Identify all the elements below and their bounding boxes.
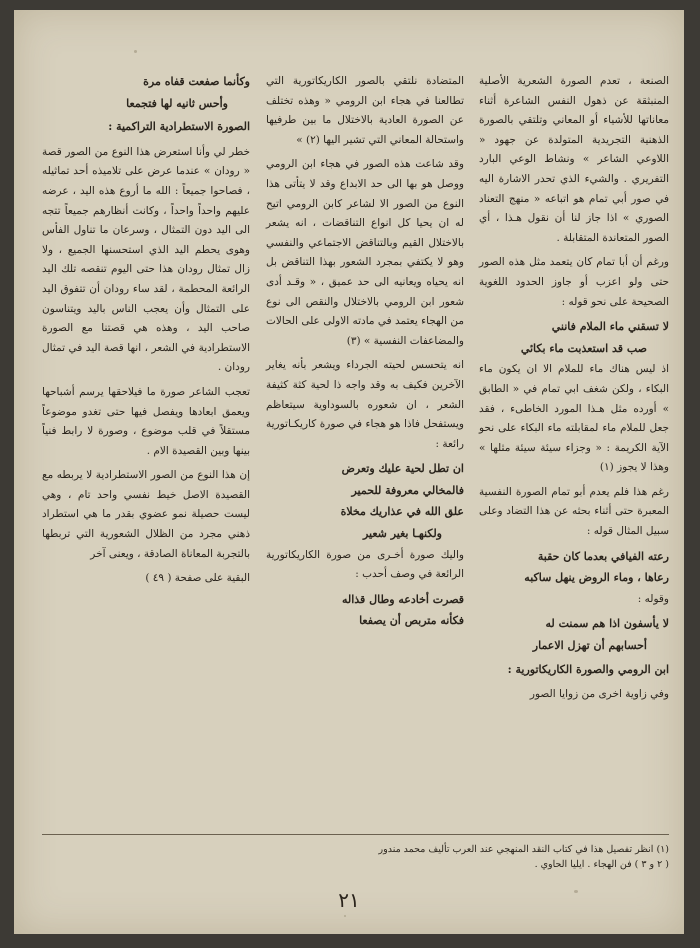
verse-line: وأحس ثانيه لها فتجمعا — [126, 96, 228, 110]
paragraph: وقد شاعت هذه الصور في هجاء ابن الرومي ووصل هو بها الى حد الابداع وقد لا يتأتى هذا النوع من الصور الا لشاعر كابن الرومي اتيح له ان يحيا كل انواع التناقضات ، انه يشعر بالاختلال القيم وبالتناقض الاجتماعي والنفسي وهو لا يكتفي بمجرد الشعور بهذا التناقض بل انه يحياه ويعانيه الى حد عميق ، « وقـد أدى شعور ابن الرومي بالاختلال والنقص الى نوع من الهجاء يعتمد في مادته الاولى على الحالات والمضاعفات النفسية » (٣) — [266, 158, 464, 347]
paragraph: خطر لي وأنا استعرض هذا النوع من الصور قصة « رودان » عندما عرض على تلاميذه أحد تماثيله ، فصاحوا جميعاً : الله ما أروع هذه اليد ، عرضه عليهم واحداً واحداً ، وكانت أنظارهم جميعاً تتجه الى اليد دون التمثال ، وسرعان ما تناول الفأس وهوى يحطم اليد الذي استحسنها الجميع ، ولا زال تمثال رودان هذا حتى اليوم تنقصه تلك اليد الرائعة المحطمة ، لقد ساء رودان أن تتفوق اليد على التمثال وأن يعجب الناس باليد ويتناسون صاحب اليد ، وهذه هي قصتنا مع الصورة الاستطرادية في الشعر ، انها قصة اليد في تمثال رودان . — [42, 145, 250, 374]
page-number: ٢١ — [338, 888, 360, 912]
left-column — [42, 72, 250, 594]
verse-line: وكأنما صفعت قفاه مرة — [143, 75, 250, 88]
right-column — [479, 72, 669, 710]
paragraph: إن هذا النوع من الصور الاستطرادية لا يربطه مع القصيدة الاصل خيط نفسي واحد تام ، وهي ليست حصيلة نمو عضوي بقدر ما هي استطراد ذهني مجرد من الظلال الشعورية التي تربطها بالتجربة المعاناة الصادقة ، ويعنى آخر — [42, 469, 250, 560]
verse-line: ولكنهـا بغير شعير — [362, 527, 442, 541]
paper-speck — [134, 50, 137, 53]
continued-note: البقية على صفحة ( ٤٩ ) — [145, 572, 250, 585]
paragraph: المتضادة نلتقي بالصور الكاريكاتورية التي تطالعنا في هجاء ابن الرومي « وهذه تختلف عن الصورة العادية بالاختلال ما بين طرفيها واستحالة المعاني التي تشير اليها (٢) » — [266, 75, 464, 146]
paragraph: وقوله : — [637, 592, 669, 605]
footnote-divider — [42, 834, 669, 835]
section-heading: ابن الرومي والصورة الكاريكاتورية : — [507, 662, 669, 676]
verse-line: رعاها ، وماء الروض ينهل ساكبه — [524, 571, 669, 585]
section-heading: الصورة الاستطرادية التراكمية : — [108, 120, 250, 134]
footnote: (١) انظر تفصيل هذا في كتاب النقد المنهجي عند العرب تأليف محمد مندور — [378, 844, 669, 855]
paragraph: الصنعة ، تعدم الصورة الشعرية الأصلية المنبثقة عن ذهول النفس الشاعرة أثناء معاناتها للأشياء أو المعاني وتلتقي بالصورة الذهنية التجريدية المتولدة عن جهود « اللاوعي الشاعر » ونشاط الوعي البارد التفريري . والشيء الذي تحدر الاشارة اليه في صور أبي تمام هو اتباعه « منهج التعناد الصوري » اذا جاز لنا أن نقول هـذا ، أي الصور المتعاندة المتقابلة . — [479, 75, 669, 244]
verse-line: رعته الفيافي بعدما كان حقبة — [537, 549, 669, 563]
footnote: ( ٢ و ٣ ) فن الهجاء . ايليا الحاوي . — [534, 859, 669, 870]
verse-line: لا تسقني ماء الملام فانني — [551, 320, 669, 334]
paragraph: واليك صورة أخـرى من صورة الكاريكاتورية الرائعة في وصف أحدب : — [266, 548, 464, 581]
paper-speck — [574, 890, 578, 893]
paragraph: وفي زاوية اخرى من زوايا الصور — [529, 688, 669, 701]
middle-column — [266, 72, 464, 633]
verse-line: ان تطل لحية عليك وتعرض — [341, 462, 464, 476]
verse-line: فالمخالي معروفة للحمير — [351, 483, 464, 497]
verse-line: لا يأسفون اذا هم سمنت له — [545, 617, 669, 631]
verse-line: قصرت أخادعه وطال قذاله — [341, 592, 464, 606]
verse-line: علق الله في عذاريك مخلاة — [340, 505, 464, 519]
paragraph: ورغم أن أبا تمام كان يتعمد مثل هذه الصور حتى ولو اعزب أو جاوز الحدود اللغوية الصحيحة على نحو قوله : — [479, 256, 669, 308]
paper-speck — [344, 915, 346, 917]
footnotes — [42, 842, 669, 872]
paragraph: اذ ليس هناك ماء للملام الا ان يكون ماء البكاء ، ولكن شغف ابي تمام في « الطابق » أورده مثل هـذا المورد الخاطىء ، فقد جعل للملام ماء لمقابلته ماء البكاء على نحو الآية الكريمة : « وجزاء سيئة سيئة مثلها » وهذا لا يجوز (١) — [479, 363, 669, 474]
verse-line: أحسابهم أن تهزل الاعمار — [532, 639, 647, 653]
verse-line: صب قد استعذبت ماء بكائي — [520, 341, 647, 355]
paragraph: رغم هذا فلم يعدم أبو تمام الصورة النفسية المعبرة حتى أثناء بحثه عن هذا التضاد وعلى سبيل المثال قوله : — [479, 485, 669, 538]
paragraph: تعجب الشاعر صورة ما فيلاحقها يرسم أشباحها ويعمق ابعادها ويفصل فيها حتى تغدو موضوعاً مستقلاً في قلب موضوع ، وصورة لا رابط فنياً بينها وبين القصيدة الام . — [42, 385, 250, 457]
verse-line: فكأنه متربص أن يصفعا — [359, 614, 464, 628]
magazine-page — [14, 10, 684, 934]
paragraph: انه يتحسس لحيته الجرداء ويشعر بأنه يغاير الآخرين فكيف به وقد واجه ذا لحية كثة كثيفة الشعر ، ان شعوره بالسوداوية سيتعاظم ويستفحل فاذا هو هجاء في صورة كاريكـاتورية رائعة : — [266, 359, 464, 450]
